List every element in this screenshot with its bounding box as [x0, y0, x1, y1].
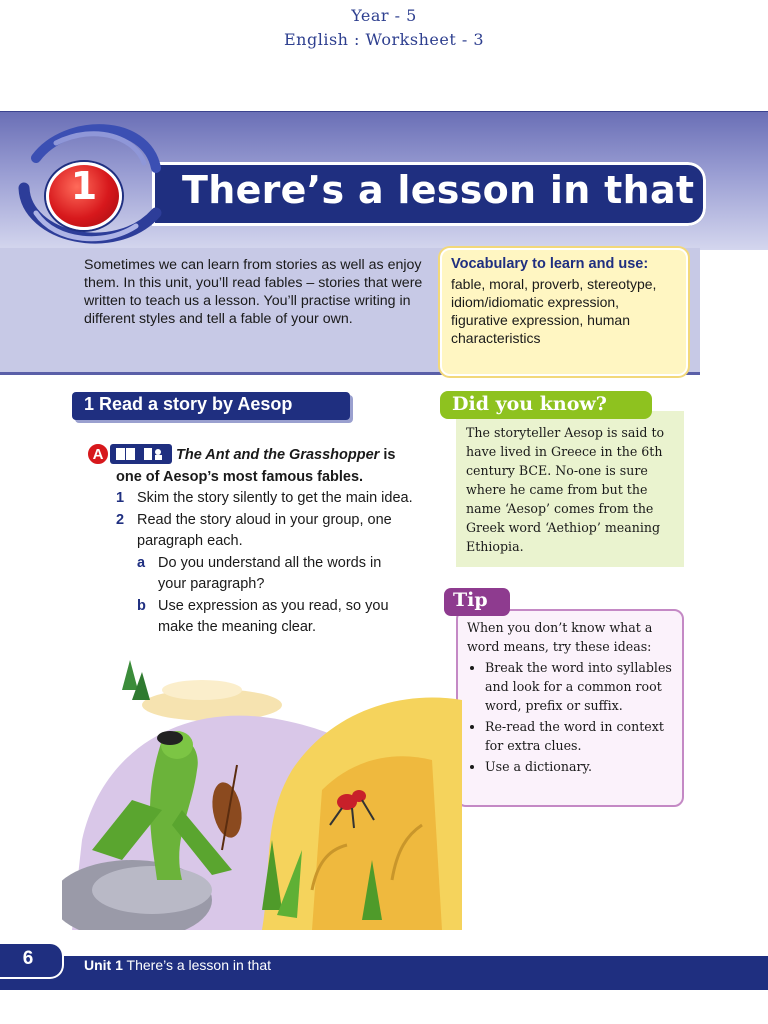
substep-a-letter: a	[137, 555, 146, 571]
footer-unit-label: Unit 1	[84, 957, 123, 973]
tip-heading: Tip	[453, 589, 488, 611]
step-2-number: 2	[116, 512, 125, 528]
activity-intro-line1: The Ant and the Grasshopper is	[176, 447, 396, 463]
worksheet-title: English : Worksheet - 3	[283, 30, 484, 49]
tip-content	[467, 618, 679, 778]
step-2-text-cont: paragraph each.	[137, 533, 243, 549]
footer-unit-title: Unit 1 There’s a lesson in that	[84, 957, 272, 973]
substep-b-text-cont: make the meaning clear.	[158, 619, 316, 635]
step-2-text: Read the story aloud in your group, one	[137, 512, 392, 528]
activity-a-badge: A	[87, 443, 109, 465]
activity-icons	[110, 444, 172, 464]
substep-a-text-cont: your paragraph?	[158, 576, 265, 592]
did-you-know-heading: Did you know?	[452, 393, 607, 415]
section-heading: 1 Read a story by Aesop	[84, 394, 293, 414]
activity-intro-line2: one of Aesop’s most famous fables.	[116, 469, 364, 485]
story-title: The Ant and the Grasshopper	[176, 447, 380, 463]
step-1-text: Skim the story silently to get the main idea.	[137, 490, 413, 506]
tip-list	[467, 658, 679, 776]
substep-b-text: Use expression as you read, so you	[158, 598, 389, 614]
tip-item: • Re-read the word in context for extra clues.	[485, 717, 679, 755]
did-you-know-text: The storyteller Aesop is said to have lived in Greece in the 6th century BCE. No-one is sure where he came from but the name ‘Aesop’ comes from the Greek word ‘Aethiop’ meaning Ethiopia.	[466, 425, 665, 554]
tip-item: • Use a dictionary.	[485, 757, 679, 776]
page-number: 6	[22, 948, 34, 969]
substep-b-letter: b	[137, 598, 146, 614]
intro-text: Sometimes we can learn from stories as well as enjoy them. In this unit, you’ll read fables – stories that were written to teach us a lesson. You’ll practise writing in different styles and tell a fable of your own.	[84, 257, 423, 327]
step-1-number: 1	[116, 490, 125, 506]
vocabulary-list: fable, moral, proverb, stereotype, idiom/idiomatic expression, figurative expression, human characteristics	[451, 276, 657, 346]
unit-number: 1	[70, 164, 98, 208]
ant-grasshopper-illustration	[62, 650, 462, 930]
worksheet-year: Year - 5	[351, 6, 417, 25]
page-title: There’s a lesson in that	[182, 168, 695, 212]
tip-intro: When you don’t know what a word means, try these ideas:	[467, 620, 653, 654]
vocabulary-title: Vocabulary to learn and use:	[451, 256, 649, 272]
tip-item: • Break the word into syllables and look for a common root word, prefix or suffix.	[485, 658, 679, 715]
book-icon	[110, 444, 172, 464]
substep-a-text: Do you understand all the words in	[158, 555, 382, 571]
